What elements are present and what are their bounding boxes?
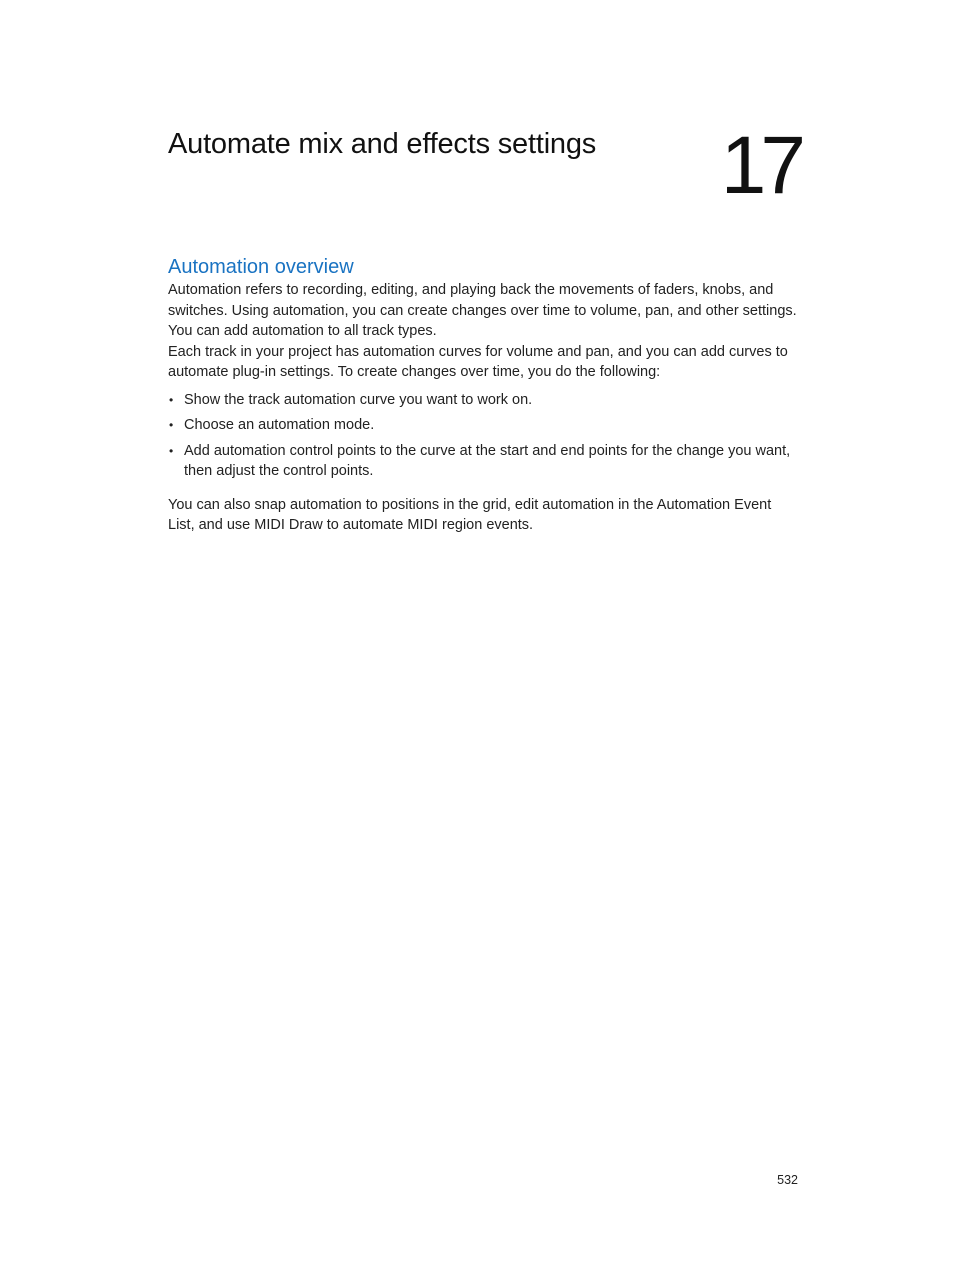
- section-content: [168, 254, 798, 536]
- steps-list: [168, 390, 798, 482]
- steps-intro-paragraph: Each track in your project has automation curves for volume and pan, and you can add curves to automate plug-in settings. To create changes over time, you do the following:: [168, 343, 788, 380]
- list-item: [168, 415, 798, 436]
- list-item: [168, 441, 798, 482]
- intro-paragraph: Automation refers to recording, editing, and playing back the movements of faders, knobs, and switches. Using automation, you can create changes over time to volume, pan, and other settings. You can add automation to all track types.: [168, 282, 797, 339]
- chapter-number: 17: [720, 120, 800, 211]
- bullet-icon: •: [169, 392, 174, 407]
- page-number: 532: [777, 1173, 798, 1187]
- section-title: Automation overview: [168, 256, 354, 278]
- bullet-icon: •: [169, 443, 174, 458]
- list-item-text: Show the track automation curve you want to work on.: [184, 391, 533, 408]
- chapter-title: Automate mix and effects settings: [168, 128, 597, 160]
- list-item-text: Choose an automation mode.: [184, 417, 375, 433]
- list-item-text: Add automation control points to the curve at the start and end points for the change you want, then adjust the control points.: [184, 442, 791, 479]
- bullet-icon: •: [169, 418, 174, 432]
- closing-paragraph: You can also snap automation to positions in the grid, edit automation in the Automation Event List, and use MIDI Draw to automate MIDI region events.: [168, 496, 772, 533]
- list-item: [168, 390, 798, 411]
